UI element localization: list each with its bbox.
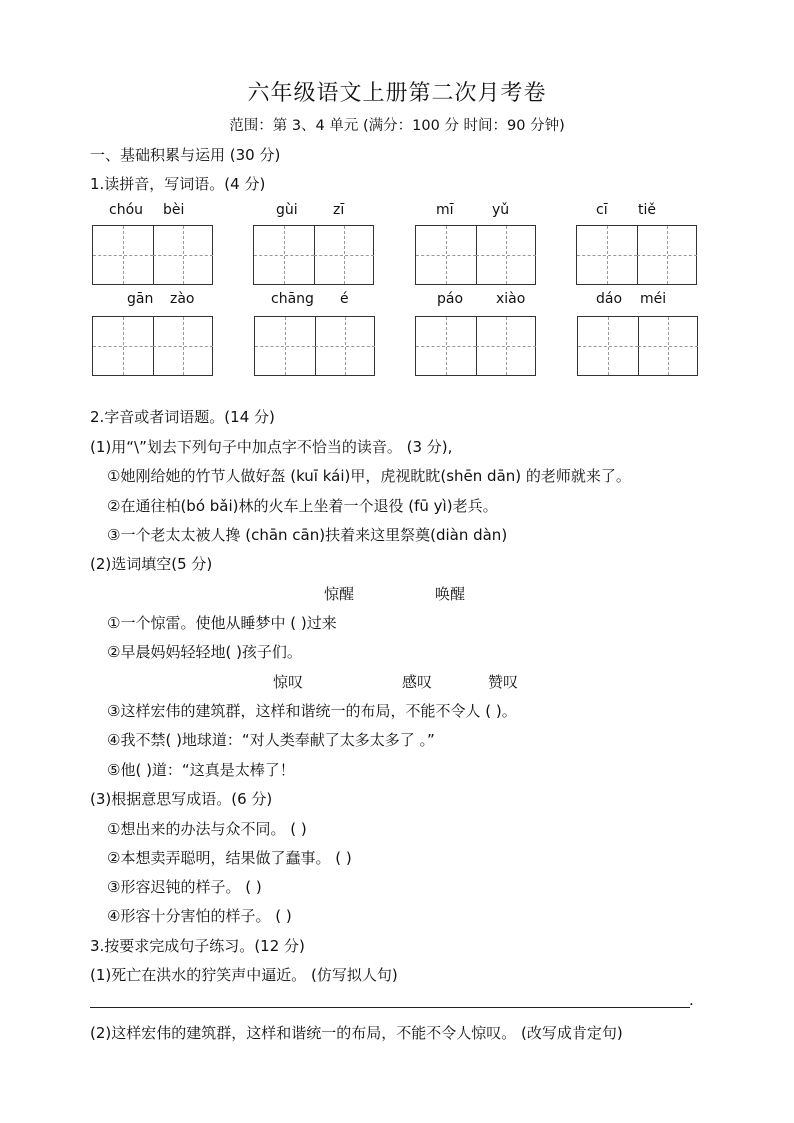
pinyin: dáo [596,291,623,307]
pinyin: gān [127,291,154,307]
sentence-task-2: (2)这样宏伟的建筑群，这样和谐统一的布局，不能不令人惊叹。 (改写成肯定句) [90,1024,623,1042]
writing-grid[interactable] [415,225,536,285]
pronunciation-line: ①她刚给她的竹节人做好盔 (kuī kái)甲，虎视眈眈(shēn dān) 的老师就来了。 [107,467,631,485]
pinyin: páo [437,291,464,307]
pinyin: yǔ [492,202,510,218]
writing-grid[interactable] [577,316,698,376]
word-option: 惊醒 [324,585,355,603]
writing-grid[interactable] [92,225,213,285]
word-option: 惊叹 [273,673,304,691]
pinyin: gùi [276,202,298,218]
pinyin: méi [640,291,667,307]
pinyin: zī [333,202,345,218]
fill-blank-line: ③这样宏伟的建筑群，这样和谐统一的布局，不能不令人 ( )。 [107,702,517,720]
page-title: 六年级语文上册第二次月考卷 [247,81,547,106]
pinyin: xiào [496,291,526,307]
word-option: 感叹 [402,673,433,691]
word-option: 唤醒 [435,585,466,603]
pinyin: chóu [109,202,144,218]
word-option: 赞叹 [488,673,519,691]
fill-blank-line: ②早晨妈妈轻轻地( )孩子们。 [107,643,302,661]
answer-line[interactable] [90,1007,690,1008]
pinyin: zào [170,291,195,307]
question-2-2-label: (2)选词填空(5 分) [90,555,213,573]
question-2-3-label: (3)根据意思写成语。(6 分) [90,790,273,808]
section-heading: 一、基础积累与运用 (30 分) [90,146,281,164]
exam-scope: 范围：第 3、4 单元 (满分：100 分 时间：90 分钟) [229,118,565,134]
idiom-line: ①想出来的办法与众不同。 ( ) [107,820,307,838]
question-1-label: 1.读拼音，写词语。(4 分) [90,175,266,193]
pinyin: cī [596,202,608,218]
writing-grid[interactable] [254,316,375,376]
pinyin: chāng [271,291,314,307]
question-2-1-label: (1)用“\”划去下列句子中加点字不恰当的读音。 (3 分), [90,438,453,456]
idiom-line: ④形容十分害怕的样子。 ( ) [107,907,292,925]
pronunciation-line: ③一个老太太被人搀 (chān cān)扶着来这里祭奠(diàn dàn) [107,526,508,544]
pinyin: mī [436,202,454,218]
sentence-task-1: (1)死亡在洪水的狞笑声中逼近。 (仿写拟人句) [90,966,398,984]
idiom-line: ③形容迟钝的样子。 ( ) [107,878,262,896]
writing-grid[interactable] [415,316,536,376]
writing-grid[interactable] [576,225,697,285]
idiom-line: ②本想卖弄聪明，结果做了蠢事。 ( ) [107,849,352,867]
writing-grid[interactable] [253,225,374,285]
fill-blank-line: ④我不禁( )地球道：“对人类奉献了太多太多了 。” [107,731,435,749]
pinyin: bèi [163,202,185,218]
fill-blank-line: ①一个惊雷。使他从睡梦中 ( )过来 [107,614,337,632]
line-end-mark: . [689,991,694,1009]
pinyin: é [340,291,349,307]
fill-blank-line: ⑤他( )道：“这真是太棒了！ [107,761,295,779]
question-3-label: 3.按要求完成句子练习。(12 分) [90,937,305,955]
pronunciation-line: ②在通往柏(bó bǎi)林的火车上坐着一个退役 (fū yì)老兵。 [107,497,498,515]
question-2-label: 2.字音或者词语题。(14 分) [90,408,275,426]
pinyin: tiě [638,202,656,218]
writing-grid[interactable] [92,316,213,376]
